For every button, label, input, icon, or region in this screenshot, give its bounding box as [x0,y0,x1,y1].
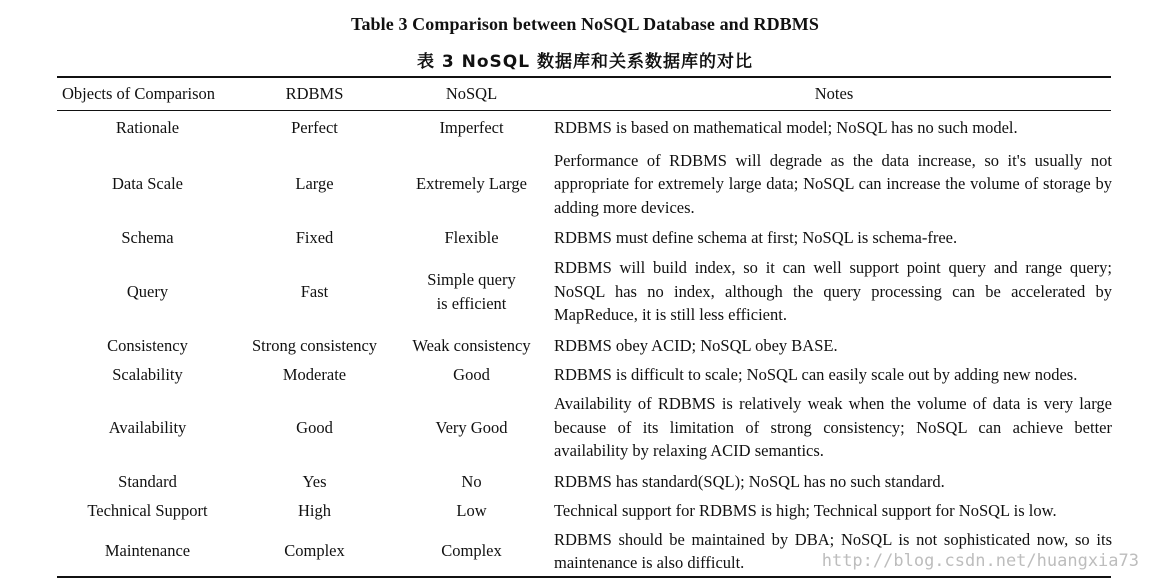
cell-rdbms: Complex [284,541,345,560]
header-notes: Notes [814,83,854,103]
table-row [57,388,1116,467]
cell-object: Scalability [112,364,183,384]
cell-nosql: Flexible [444,227,499,247]
cell-rdbms: Yes [302,471,327,491]
cell-nosql: Weak consistency [412,335,531,355]
table-row [57,110,1116,146]
cell-rdbms: Fast [300,281,329,301]
table-title-chinese: 表 3 NoSQL 数据库和关系数据库的对比 [416,52,754,72]
cell-nosql: No [461,471,482,491]
comparison-table [57,77,1116,576]
cell-nosql: Complex [441,541,502,560]
cell-nosql: Good [453,364,490,384]
table-row [57,496,1116,526]
cell-nosql-line: Simple query [427,270,516,289]
table-row [57,467,1116,496]
cell-nosql: Extremely Large [415,174,528,193]
cell-object: Query [126,281,169,301]
cell-notes: Availability of RDBMS is relatively weak when the volume of data is very large because of its limitation of strong consistency; NoSQL can achieve better availability by relaxing ACID semantics. [554,394,1112,461]
cell-object: Availability [108,417,187,437]
cell-notes: RDBMS has standard(SQL); NoSQL has no such standard. [554,471,945,491]
cell-nosql: Low [456,501,487,520]
header-objects: Objects of Comparison [62,83,216,103]
table-title-english: Table 3 Comparison between NoSQL Database and RDBMS [351,14,819,34]
cell-notes: RDBMS is difficult to scale; NoSQL can easily scale out by adding new nodes. [554,364,1078,384]
table-row [57,330,1116,361]
cell-notes: RDBMS must define schema at first; NoSQL is schema-free. [554,227,958,247]
cell-object: Consistency [107,335,188,355]
cell-notes: RDBMS will build index, so it can well support point query and range query; NoSQL has no index, although the query processing can be accelerated by MapReduce, it is still less efficient. [554,258,1112,325]
bottom-rule [57,576,1111,578]
cell-nosql-line: is efficient [436,293,507,313]
cell-nosql: Imperfect [439,118,504,137]
cell-object: Technical Support [87,501,208,520]
cell-rdbms: Perfect [291,118,338,137]
cell-rdbms: Moderate [282,364,347,384]
table-row [57,361,1116,388]
cell-notes: RDBMS is based on mathematical model; NoSQL has no such model. [554,118,1018,138]
table-row [57,253,1116,330]
cell-rdbms: Good [296,417,333,437]
cell-rdbms: Strong consistency [251,335,378,355]
cell-nosql [391,253,552,330]
cell-rdbms: Fixed [295,227,334,247]
cell-notes: RDBMS obey ACID; NoSQL obey BASE. [554,335,838,355]
cell-object: Standard [118,471,177,491]
header-rdbms: RDBMS [285,83,344,103]
cell-object: Maintenance [104,541,191,560]
cell-rdbms: Large [295,174,334,193]
header-nosql: NoSQL [445,83,498,103]
table-row [57,146,1116,222]
header-row [57,77,1116,110]
cell-object: Rationale [115,118,180,137]
cell-nosql: Very Good [435,417,508,437]
table-row [57,222,1116,253]
cell-object: Data Scale [111,174,183,193]
cell-object: Schema [121,227,174,247]
cell-notes: Technical support for RDBMS is high; Technical support for NoSQL is low. [554,501,1057,521]
cell-notes: RDBMS should be maintained by DBA; NoSQL is not sophisticated now, so its maintenance is also difficult. [554,529,1112,572]
cell-notes: Performance of RDBMS will degrade as the data increase, so it's usually not appropriate for extremely large data; NoSQL can increase the volume of storage by adding more devices. [554,150,1112,217]
cell-rdbms: High [298,501,331,520]
watermark: http://blog.csdn.net/huangxia73 [821,551,1139,571]
